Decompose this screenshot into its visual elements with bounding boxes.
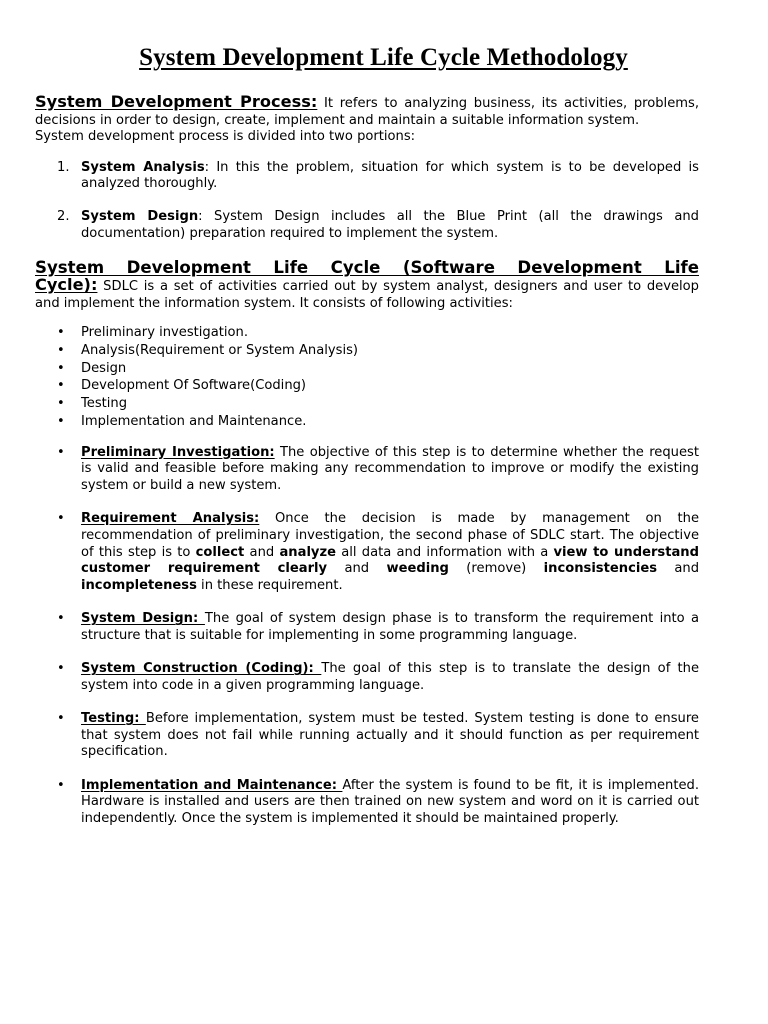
detail-emphasis: weeding <box>386 561 449 577</box>
list-item: • Design <box>81 360 699 378</box>
detail-text: After the system is found to be fit, it is implemented. Hardware is installed and users are then trained on new system and word on it is carried out independently. Once the system is implemented it should be maintained properly. <box>81 777 700 827</box>
detail-label: Implementation and Maintenance: <box>81 777 343 793</box>
sdlc-text: SDLC is a set of activities carried out by system analyst, designers and user to develop and implement the information system. It consists of following activities: <box>35 279 699 311</box>
list-item <box>57 159 700 193</box>
list-item: • Testing <box>81 395 699 413</box>
sdlc-heading: System Development Life Cycle (Software Development Life <box>35 258 699 278</box>
list-item <box>81 661 699 694</box>
list-number: 1. <box>57 159 70 175</box>
sdlc-paragraph <box>35 277 699 312</box>
activities-list <box>35 324 699 430</box>
list-item: • Implementation and Maintenance. <box>81 413 699 431</box>
list-item <box>81 511 699 595</box>
list-item: • Development Of Software(Coding) <box>81 377 699 395</box>
detail-label: System Construction (Coding): <box>81 661 322 677</box>
detail-text: Once the decision is made by management on the recommendation of preliminary investigation, the second phase of SDLC start. The objective of this step is to <box>81 511 699 560</box>
detail-text: (remove) <box>448 561 544 577</box>
portion-text: : System Design includes all the Blue Print (all the drawings and documentation) preparation required to implement the system. <box>81 208 699 241</box>
intro-heading: System Development Process: <box>35 92 318 111</box>
detail-text: The goal of system design phase is to transform the requirement into a structure that is suitable for implementing in some programming language. <box>81 611 700 643</box>
list-number: 2. <box>57 208 70 224</box>
list-item <box>81 711 699 761</box>
sdlc-heading-cont: Cycle): <box>35 275 98 295</box>
portions-list <box>35 160 699 242</box>
detail-text: The goal of this step is to translate the design of the system into code in a given programming language. <box>81 661 700 693</box>
detail-label: Testing: <box>81 711 146 726</box>
detail-label: System Design: <box>81 611 205 627</box>
portion-label: System Analysis <box>81 159 205 175</box>
list-item: • Analysis(Requirement or System Analysis) <box>81 342 699 360</box>
detail-label: Preliminary Investigation: <box>81 444 275 460</box>
detail-text: Before implementation, system must be tested. System testing is done to ensure that system does not fail while running actually and it should function as per requirement specification. <box>81 711 699 760</box>
detail-text: and <box>657 561 700 577</box>
intro-text: It refers to analyzing business, its activities, problems, decisions in order to design, create, implement and maintain a suitable information system. <box>35 96 699 128</box>
detail-text: in these requirement. <box>196 577 343 593</box>
detail-emphasis: collect <box>195 544 245 560</box>
list-item <box>81 778 699 828</box>
list-item <box>57 208 699 242</box>
list-item: • Preliminary investigation. <box>81 324 699 342</box>
portion-label: System Design <box>81 208 199 224</box>
detail-text: and <box>327 561 387 577</box>
detail-text: all data and information with a <box>335 544 554 560</box>
portion-text: : In this the problem, situation for which system is to be developed is analyzed thoroughly. <box>81 159 700 192</box>
details-list <box>35 445 699 828</box>
detail-emphasis: view to understand customer requirement clearly <box>81 544 699 577</box>
detail-emphasis: inconsistencies <box>543 561 657 577</box>
intro-paragraph <box>35 94 699 129</box>
detail-text: The objective of this step is to determine whether the request is valid and feasible before making any recommendation to improve or modify the existing system or build a new system. <box>81 444 699 493</box>
detail-emphasis: analyze <box>279 544 336 560</box>
list-item <box>81 611 699 644</box>
detail-text: and <box>244 544 280 560</box>
list-item <box>81 445 699 495</box>
intro-line2: System development process is divided into two portions: <box>35 129 416 145</box>
detail-emphasis: incompleteness <box>81 577 197 593</box>
detail-label: Requirement Analysis: <box>81 511 260 527</box>
page-title: System Development Life Cycle Methodology <box>139 44 628 71</box>
